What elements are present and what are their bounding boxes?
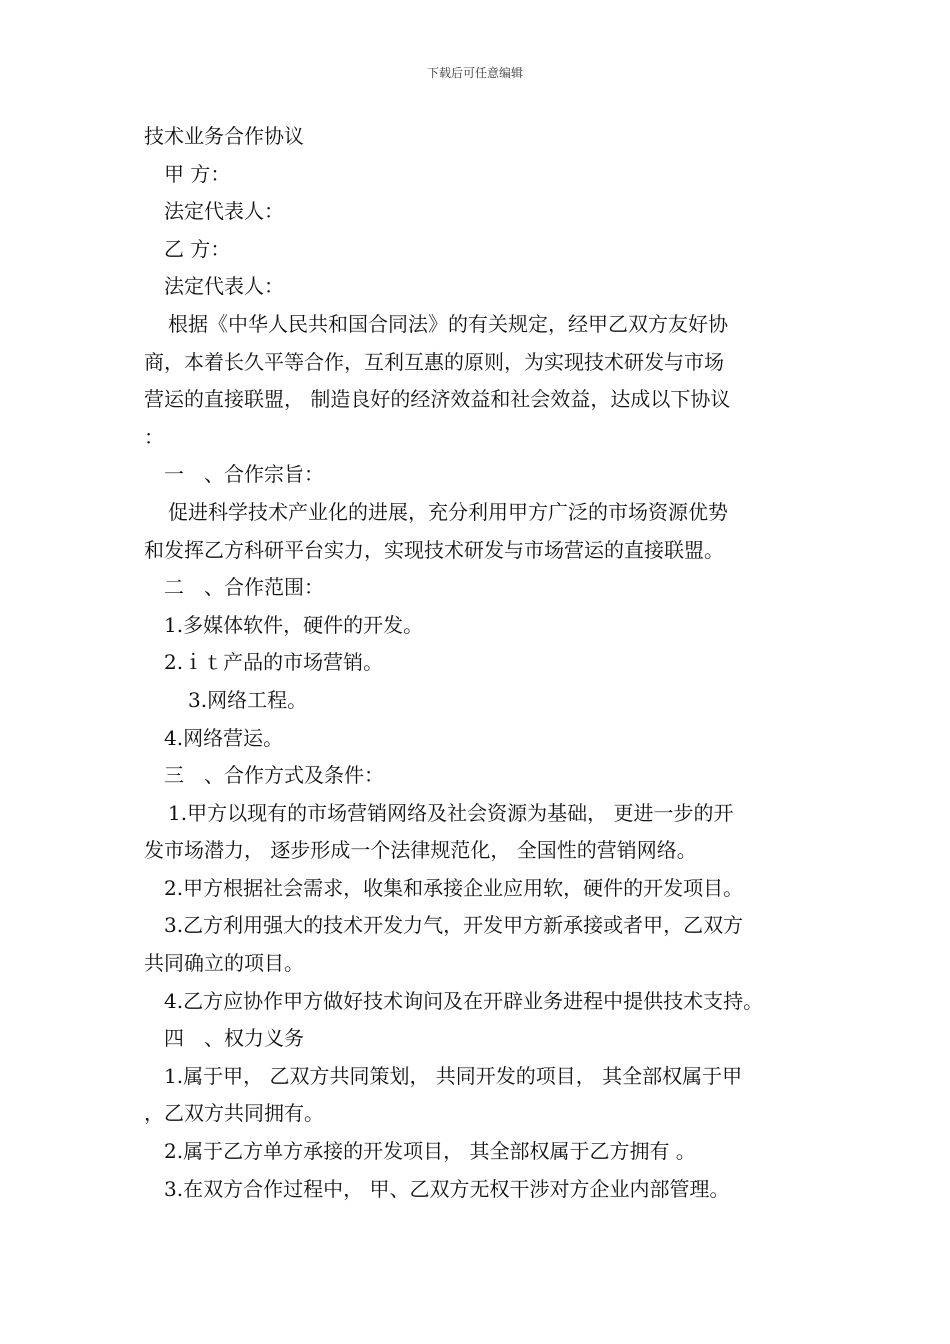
- preamble-line: 商，本着长久平等合作，互利互惠的原则，为实现技术研发与市场: [144, 349, 724, 374]
- page-header-note: 下载后可任意编辑: [426, 66, 523, 80]
- document-title: 技术业务合作协议: [144, 124, 304, 148]
- section-2-item: 3.网络工程。: [188, 687, 308, 712]
- section-2-item: 2.ｉｔ产品的市场营销。: [164, 650, 384, 675]
- section-3-item-1-line: 1.甲方以现有的市场营销网络及社会资源为基础， 更进一步的开: [168, 800, 734, 825]
- section-4-item-3: 3.在双方合作过程中， 甲、乙双方无权干涉对方企业内部管理。: [164, 1176, 730, 1201]
- section-3-item-4: 4.乙方应协作甲方做好技术询问及在开辟业务进程中提供技术支持。: [164, 988, 764, 1013]
- preamble-line: 根据《中华人民共和国合同法》的有关规定，经甲乙双方友好协: [168, 311, 728, 336]
- preamble-line: ：: [144, 424, 164, 449]
- document-body: [144, 118, 824, 1208]
- section-3-item-2: 2.甲方根据社会需求，收集和承接企业应用软，硬件的开发项目。: [164, 875, 744, 900]
- section-4-heading: 四 、权力义务: [164, 1026, 304, 1051]
- party-a-representative-label: 法定代表人：: [164, 199, 284, 224]
- section-2-heading: 二 、合作范围：: [164, 575, 324, 600]
- section-2-item: 4.网络营运。: [164, 725, 284, 750]
- section-4-item-2: 2.属于乙方单方承接的开发项目， 其全部权属于乙方拥有 。: [164, 1139, 696, 1164]
- section-1-paragraph-line: 促进科学技术产业化的进展，充分利用甲方广泛的市场资源优势: [168, 499, 728, 524]
- section-1-paragraph-line: 和发挥乙方科研平台实力，实现技术研发与市场营运的直接联盟。: [144, 537, 724, 562]
- party-b-label: 乙 方：: [164, 236, 231, 261]
- section-3-item-1-line: 发市场潜力， 逐步形成一个法律规范化， 全国性的营销网络。: [144, 838, 697, 863]
- section-4-item-1-line: ，乙双方共同拥有。: [144, 1101, 324, 1126]
- section-1-heading: 一 、合作宗旨：: [164, 462, 324, 487]
- party-a-label: 甲 方：: [164, 161, 231, 186]
- section-2-item: 1.多媒体软件，硬件的开发。: [164, 612, 424, 637]
- section-4-item-1-line: 1.属于甲， 乙双方共同策划， 共同开发的项目， 其全部权属于甲: [164, 1063, 743, 1088]
- section-3-item-3-line: 3.乙方利用强大的技术开发力气，开发甲方新承接或者甲，乙双方: [164, 913, 744, 938]
- party-b-representative-label: 法定代表人：: [164, 274, 284, 299]
- preamble-line: 营运的直接联盟， 制造良好的经济效益和社会效益，达成以下协议: [144, 387, 731, 412]
- section-3-item-3-line: 共同确立的项目。: [144, 951, 304, 976]
- section-3-heading: 三 、合作方式及条件：: [164, 763, 384, 788]
